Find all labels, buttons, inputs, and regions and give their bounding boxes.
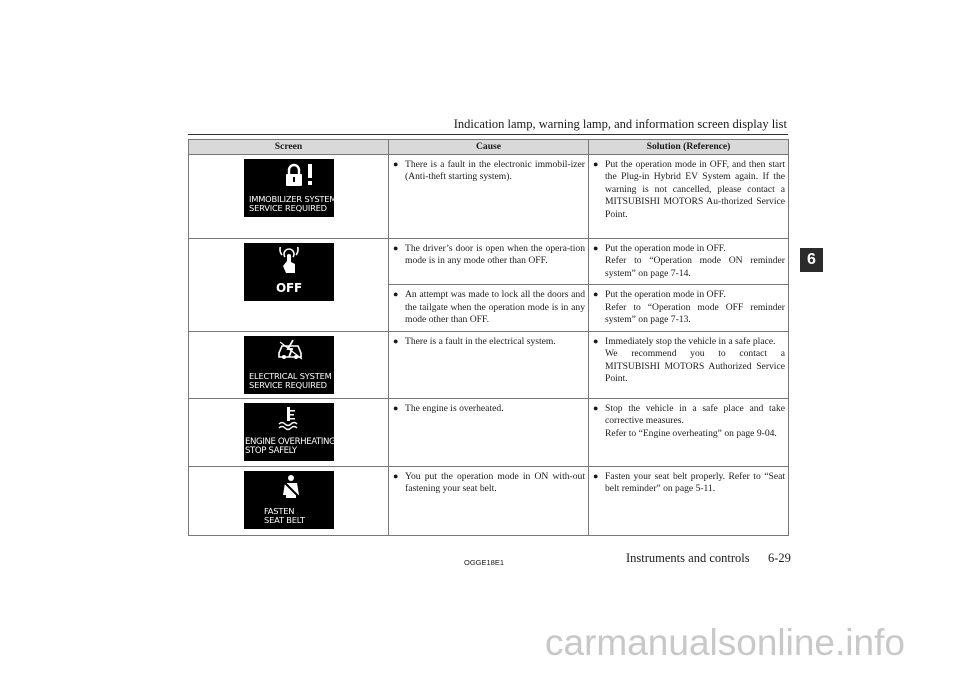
footer-section-title: Instruments and controls <box>626 551 750 565</box>
table-header-row <box>189 140 789 155</box>
power-switch-off-icon <box>274 247 304 279</box>
page-header-title: Indication lamp, warning lamp, and information screen display list <box>453 117 787 131</box>
cause-item: ● The driver’s door is open when the opera-tion mode is in any mode other than OFF. <box>393 243 585 268</box>
power-off-screen <box>244 243 334 301</box>
watermark: carmanualsonline.info <box>545 622 905 663</box>
immobilizer-screen <box>244 159 337 217</box>
solution-item <box>593 403 785 440</box>
cause-item: ● There is a fault in the electronic immobil-izer (Anti-theft starting system). <box>393 159 585 184</box>
cause-item: ● An attempt was made to lock all the doors and the tailgate when the operation mode is in any mode other than OFF. <box>393 289 585 326</box>
solution-item <box>593 336 785 386</box>
screen-message: ELECTRICAL SYSTEM SERVICE REQUIRED <box>249 370 332 390</box>
screen-message: ENGINE OVERHEATING STOP SAFELY <box>245 436 336 457</box>
solution-reference: We recommend you to contact a MITSUBISHI MOTORS Authorized Service Point. <box>605 348 785 385</box>
column-header-solution: Solution (Reference) <box>589 140 789 155</box>
solution-cell <box>589 466 789 535</box>
cause-cell <box>389 285 589 331</box>
table-row <box>189 239 789 285</box>
solution-cell <box>589 331 789 398</box>
screen-message: FASTEN SEAT BELT <box>264 505 305 525</box>
cause-cell <box>389 239 589 285</box>
solution-reference: Refer to “Engine overheating” on page 9-04. <box>605 427 777 439</box>
cause-cell <box>389 155 589 239</box>
solution-item <box>593 243 785 280</box>
seat-belt-screen <box>244 471 334 529</box>
cause-item: ● The engine is overheated. <box>393 403 585 415</box>
table-row <box>189 466 789 535</box>
warning-display-table <box>188 139 789 536</box>
solution-cell <box>589 155 789 239</box>
seat-belt-icon <box>280 474 302 500</box>
table-row <box>189 331 789 398</box>
solution-cell <box>589 398 789 466</box>
screen-message: OFF <box>276 280 302 295</box>
screen-cell <box>189 398 389 466</box>
electrical-system-screen <box>244 336 334 394</box>
cause-item: ● You put the operation mode in ON with-out fastening your seat belt. <box>393 471 585 496</box>
immobilizer-lock-warning-icon <box>284 162 318 190</box>
solution-text: Put the operation mode in OFF. <box>605 243 726 254</box>
column-header-screen: Screen <box>189 140 389 155</box>
document-code: OGGE18E1 <box>464 558 505 567</box>
page-number: 6-29 <box>768 551 791 565</box>
cause-cell <box>389 466 589 535</box>
screen-message: IMMOBILIZER SYSTEM SERVICE REQUIRED <box>249 193 337 213</box>
cause-cell <box>389 331 589 398</box>
table-row <box>189 398 789 466</box>
solution-cell <box>589 239 789 285</box>
solution-item: ● Put the operation mode in OFF, and then start the Plug-in Hybrid EV System again. If the warning is not cancelled, please contact a MITSUBISHI MOTORS Au-thorized Service Point. <box>593 159 785 221</box>
screen-cell <box>189 239 389 332</box>
cause-cell <box>389 398 589 466</box>
engine-overheating-screen <box>244 403 334 461</box>
header-rule <box>188 134 788 135</box>
chapter-tab: 6 <box>800 248 823 272</box>
table-row <box>189 155 789 239</box>
solution-cell <box>589 285 789 331</box>
electrical-system-car-icon <box>276 339 306 361</box>
screen-cell <box>189 331 389 398</box>
solution-reference: Refer to “Operation mode OFF reminder system” on page 7-13. <box>605 301 785 326</box>
solution-text: Stop the vehicle in a safe place and take corrective measures. <box>605 402 785 427</box>
solution-text: Put the operation mode in OFF. <box>605 289 726 301</box>
column-header-cause: Cause <box>389 140 589 155</box>
screen-cell <box>189 466 389 535</box>
solution-item <box>593 289 785 326</box>
solution-text: Immediately stop the vehicle in a safe place. <box>605 335 776 347</box>
screen-cell <box>189 155 389 239</box>
solution-item: ● Fasten your seat belt properly. Refer to “Seat belt reminder” on page 5-11. <box>593 471 785 496</box>
cause-item: ● There is a fault in the electrical system. <box>393 336 585 348</box>
solution-reference: Refer to “Operation mode ON reminder system” on page 7-14. <box>605 255 785 279</box>
coolant-temperature-icon <box>277 405 301 431</box>
